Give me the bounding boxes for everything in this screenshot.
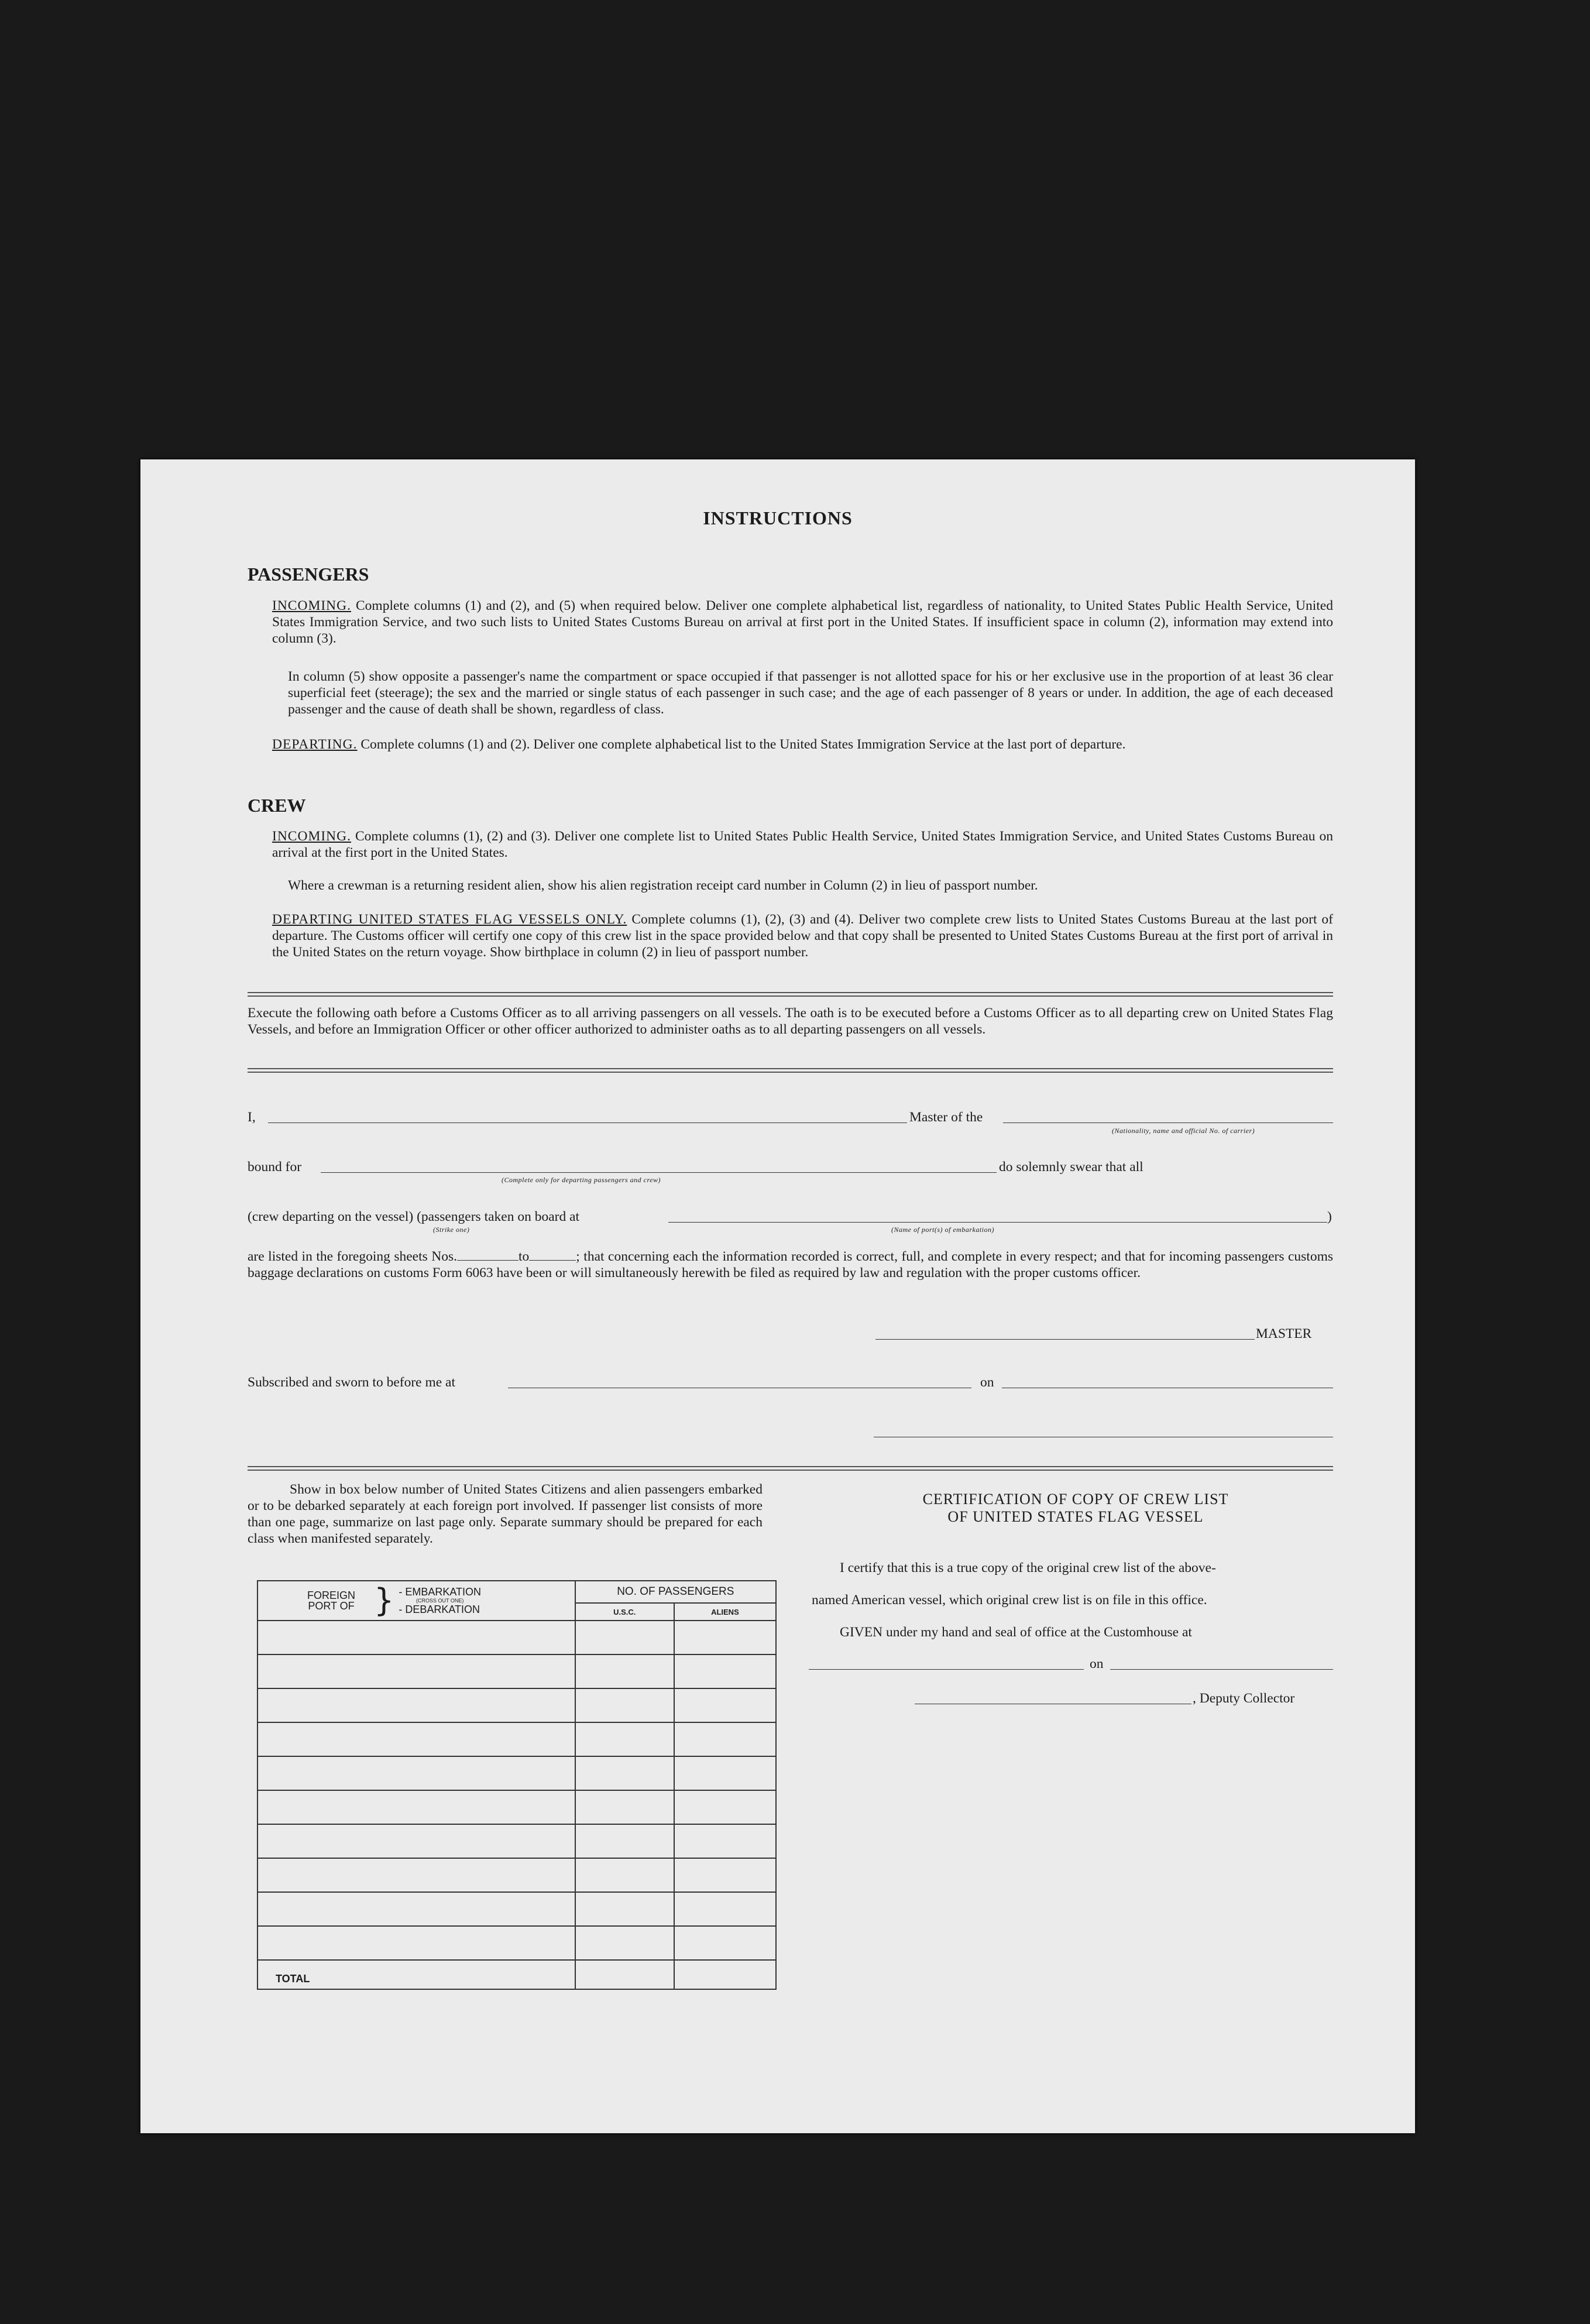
port-cell[interactable] xyxy=(257,1926,575,1960)
form-page xyxy=(140,459,1415,2133)
foreign-port-label: FOREIGN PORT OF xyxy=(307,1590,355,1612)
certification-heading-line2: OF UNITED STATES FLAG VESSEL xyxy=(947,1508,1204,1525)
total-aliens-cell[interactable] xyxy=(674,1960,776,1989)
usc-cell[interactable] xyxy=(575,1892,674,1926)
certification-line3: GIVEN under my hand and seal of office at the Customhouse at xyxy=(840,1625,1192,1640)
subscribed-text: Subscribed and sworn to before me at xyxy=(248,1375,456,1390)
complete-only-note: (Complete only for departing passengers and crew) xyxy=(502,1176,661,1184)
table-row xyxy=(257,1654,776,1688)
certification-heading-line1: CERTIFICATION OF COPY OF CREW LIST xyxy=(922,1491,1229,1508)
summary-table xyxy=(257,1580,777,1990)
usc-cell[interactable] xyxy=(575,1824,674,1858)
port-note: (Name of port(s) of embarkation) xyxy=(891,1225,994,1234)
destination-field[interactable] xyxy=(321,1172,997,1173)
crew-departing xyxy=(272,911,1333,960)
total-label: TOTAL xyxy=(257,1960,575,1989)
sheet-from-field[interactable] xyxy=(457,1249,518,1261)
port-cell[interactable] xyxy=(257,1688,575,1722)
aliens-cell[interactable] xyxy=(674,1621,776,1654)
master-label: MASTER xyxy=(1256,1326,1312,1341)
passengers-departing-label: DEPARTING. xyxy=(272,737,358,752)
summary-instruction: Show in box below number of United States Citizens and alien passengers embarked or to be debarked separately at each foreign port involved. If passenger list consists of more than one page, summarize on last page only. Separate summary should be prepared for each class when manifested separately. xyxy=(248,1482,763,1546)
crew-incoming-text: Complete columns (1), (2) and (3). Deliver one complete list to United States Public Health Service, United States Immigration Service, and United States Customs Bureau on arrival at the first port in the United States. xyxy=(272,829,1333,860)
total-row xyxy=(257,1960,776,1989)
deputy-collector-label: , Deputy Collector xyxy=(1193,1691,1295,1706)
port-cell[interactable] xyxy=(257,1756,575,1790)
oath-listed-text xyxy=(248,1248,1333,1281)
port-cell[interactable] xyxy=(257,1790,575,1824)
table-row xyxy=(257,1688,776,1722)
aliens-cell[interactable] xyxy=(674,1654,776,1688)
listed-to: to xyxy=(518,1249,530,1264)
divider xyxy=(248,1466,1333,1471)
no-passengers-header: NO. OF PASSENGERS xyxy=(575,1581,776,1603)
oath-instruction: Execute the following oath before a Customs Officer as to all arriving passengers on all vessels. The oath is to be executed before a Customs Officer as to all departing crew on United States Flag Vessels, and before an Immigration Officer or other officer authorized to administer oaths as to all departing passengers on all vessels. xyxy=(248,1005,1333,1037)
aliens-cell[interactable] xyxy=(674,1858,776,1892)
usc-cell[interactable] xyxy=(575,1621,674,1654)
divider xyxy=(248,992,1333,997)
table-row xyxy=(257,1790,776,1824)
aliens-cell[interactable] xyxy=(674,1790,776,1824)
passengers-incoming-label: INCOMING. xyxy=(272,598,351,613)
oath-do-swear: do solemnly swear that all xyxy=(999,1159,1143,1175)
crew-incoming-label: INCOMING. xyxy=(272,829,351,844)
oath-master-of: Master of the xyxy=(909,1110,983,1125)
passengers-incoming-text: Complete columns (1) and (2), and (5) when required below. Deliver one complete alphabetical list, regardless of nationality, to United States Public Health Service, United States Immigration Service, and two such lists to United States Customs Bureau on arrival at first port in the United States. If insufficient space in column (2), information may extend into column (3). xyxy=(272,598,1333,646)
oath-bound-for: bound for xyxy=(248,1159,302,1175)
certification-date-field[interactable] xyxy=(1110,1669,1333,1670)
table-row xyxy=(257,1926,776,1960)
usc-cell[interactable] xyxy=(575,1926,674,1960)
cross-out-label: (CROSS OUT ONE) xyxy=(416,1597,464,1604)
crew-departing-label: DEPARTING UNITED STATES FLAG VESSELS ONLY. xyxy=(272,912,627,927)
passengers-column5: In column (5) show opposite a passenger's name the compartment or space occupied if that passenger is not allotted space for his or her exclusive use in the proportion of at least 36 clear superficial feet (steerage); the sex and the married or single status of each passenger in such case; and the age of each passenger of 8 years or under. In addition, the age of each deceased passenger and the cause of death shall be shown, regardless of class. xyxy=(288,669,1333,717)
listed-text-b: ; that concerning each the information recorded is correct, full, and complete in every respect; and that for incoming passengers customs baggage declarations on customs Form 6063 have been or will simultaneously herewith be filed as required by law and regulation with the proper customs officer. xyxy=(248,1249,1333,1281)
usc-cell[interactable] xyxy=(575,1756,674,1790)
usc-cell[interactable] xyxy=(575,1790,674,1824)
aliens-cell[interactable] xyxy=(674,1722,776,1756)
table-row xyxy=(257,1621,776,1654)
debarkation-label: - DEBARKATION xyxy=(399,1603,480,1615)
aliens-cell[interactable] xyxy=(674,1892,776,1926)
usc-cell[interactable] xyxy=(575,1688,674,1722)
port-cell[interactable] xyxy=(257,1858,575,1892)
usc-cell[interactable] xyxy=(575,1654,674,1688)
embarkation-label: - EMBARKATION xyxy=(399,1585,482,1598)
master-signature-field[interactable] xyxy=(875,1339,1255,1340)
listed-text-a: are listed in the foregoing sheets Nos. xyxy=(248,1249,458,1264)
customhouse-field[interactable] xyxy=(809,1669,1084,1670)
table-row xyxy=(257,1722,776,1756)
port-cell[interactable] xyxy=(257,1654,575,1688)
certification-heading xyxy=(821,1491,1330,1526)
table-row xyxy=(257,1756,776,1790)
total-usc-cell[interactable] xyxy=(575,1960,674,1989)
certification-on-label: on xyxy=(1090,1656,1104,1671)
aliens-cell[interactable] xyxy=(674,1756,776,1790)
crew-resident: Where a crewman is a returning resident alien, show his alien registration receipt card number in Column (2) in lieu of passport number. xyxy=(288,878,1038,893)
crew-departing-text: Complete columns (1), (2), (3) and (4). Deliver two complete crew lists to United States Customs Bureau at the last port of departure. The Customs officer will certify one copy of this crew list in the space provided below and that copy shall be presented to United States Customs Bureau at the first port of arrival in the United States on the return voyage. Show birthplace in column (2) in lieu of passport number. xyxy=(272,912,1333,960)
port-cell[interactable] xyxy=(257,1824,575,1858)
passengers-departing-text: Complete columns (1) and (2). Deliver one complete alphabetical list to the United States Immigration Service at the last port of departure. xyxy=(360,737,1126,752)
certification-line1: I certify that this is a true copy of the original crew list of the above- xyxy=(840,1560,1216,1575)
aliens-cell[interactable] xyxy=(674,1926,776,1960)
divider xyxy=(248,1068,1333,1073)
oath-crew-departing: (crew departing on the vessel) (passengers taken on board at xyxy=(248,1209,580,1224)
table-row xyxy=(257,1824,776,1858)
port-cell[interactable] xyxy=(257,1722,575,1756)
port-cell[interactable] xyxy=(257,1621,575,1654)
aliens-header: ALIENS xyxy=(674,1603,776,1621)
sheet-to-field[interactable] xyxy=(529,1249,576,1261)
oath-close-paren: ) xyxy=(1327,1209,1332,1224)
usc-cell[interactable] xyxy=(575,1858,674,1892)
foreign-port-header xyxy=(257,1581,575,1621)
embarkation-port-field[interactable] xyxy=(668,1222,1327,1223)
crew-heading: CREW xyxy=(248,795,306,816)
oath-i-label: I, xyxy=(248,1110,256,1125)
brace-glyph: } xyxy=(374,1582,394,1619)
port-cell[interactable] xyxy=(257,1892,575,1926)
strike-one-note: (Strike one) xyxy=(433,1225,470,1234)
page-title: INSTRUCTIONS xyxy=(703,507,853,528)
passengers-incoming xyxy=(272,598,1333,647)
nationality-note: (Nationality, name and official No. of carrier) xyxy=(1112,1127,1255,1135)
oath-on-label: on xyxy=(980,1375,994,1390)
master-name-field[interactable] xyxy=(268,1122,907,1123)
certification-line2: named American vessel, which original crew list is on file in this office. xyxy=(812,1592,1207,1608)
usc-cell[interactable] xyxy=(575,1722,674,1756)
passengers-heading: PASSENGERS xyxy=(248,564,369,585)
crew-incoming xyxy=(272,828,1333,861)
summary-table-wrap xyxy=(257,1580,777,1990)
passengers-departing xyxy=(272,736,1333,753)
usc-header: U.S.C. xyxy=(575,1603,674,1621)
aliens-cell[interactable] xyxy=(674,1824,776,1858)
table-row xyxy=(257,1892,776,1926)
table-row xyxy=(257,1858,776,1892)
aliens-cell[interactable] xyxy=(674,1688,776,1722)
carrier-field[interactable] xyxy=(1003,1122,1333,1123)
